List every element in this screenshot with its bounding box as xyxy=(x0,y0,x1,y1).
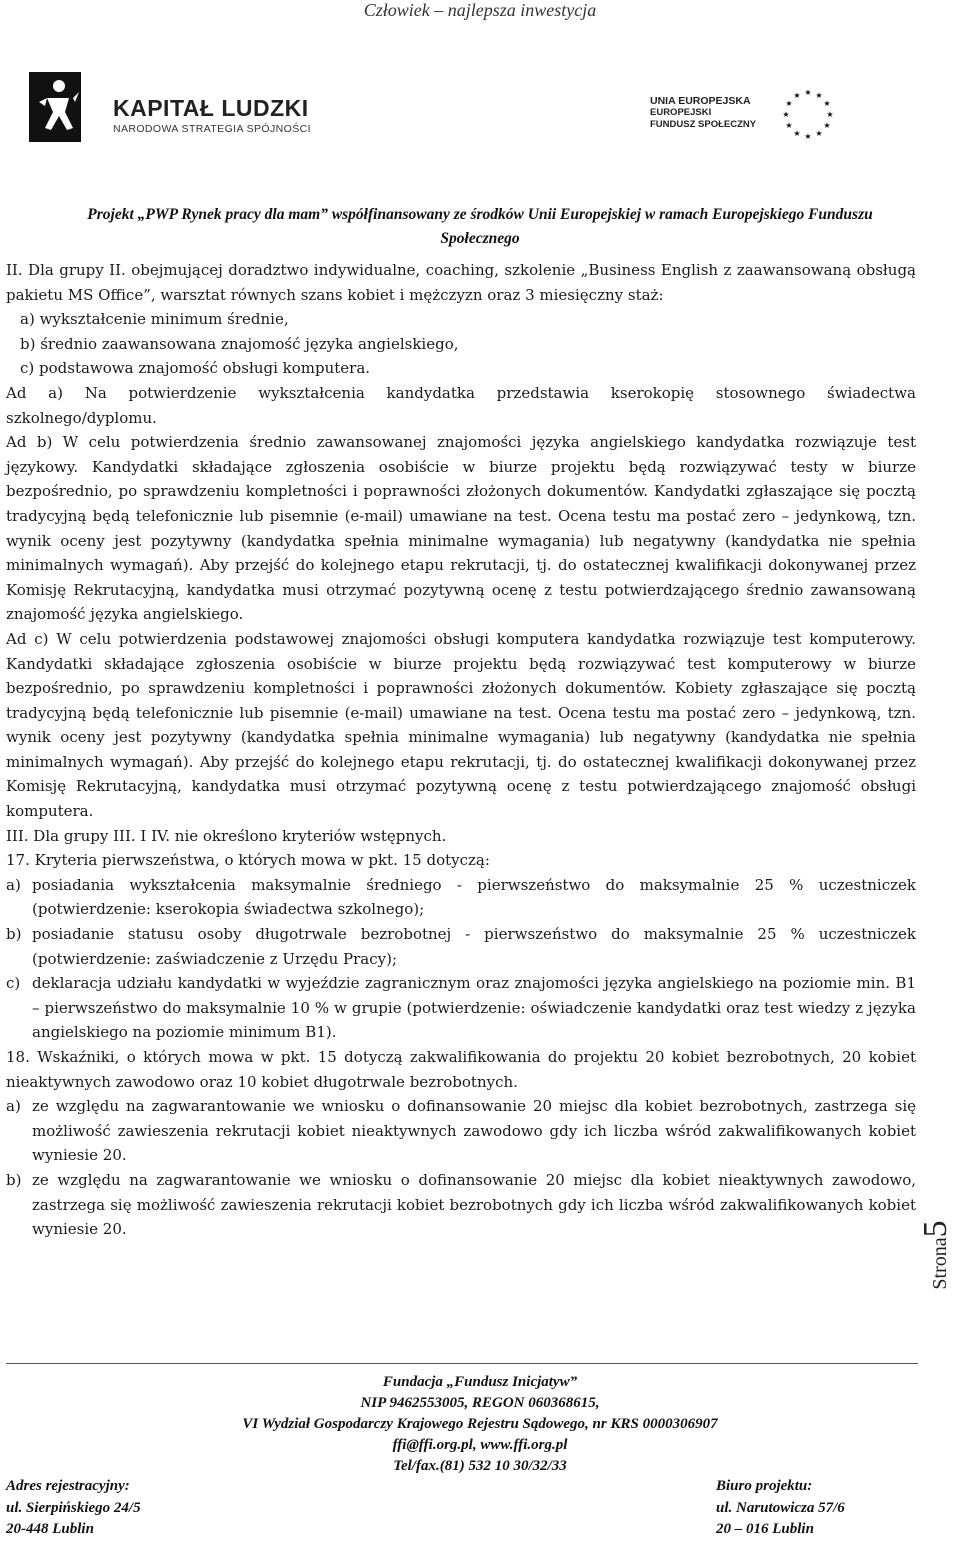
footer-divider xyxy=(6,1363,918,1364)
list-text: deklaracja udziału kandydatki w wyjeździe zagranicznym oraz znajomości języka angielskiego na poziomie min. B1 – pierwszeństwo do maksymalnie 10 % w grupie (potwierdzenie: oświadczenie kandydatki oraz test wiedzy z języka angielskiego na poziomie minimum B1). xyxy=(32,974,916,1042)
paragraph-ad-a: Ad a) Na potwierdzenie wykształcenia kandydatka przedstawia kserokopię stosownego świadectwa szkolnego/dyplomu. xyxy=(6,383,916,427)
project-office-address xyxy=(716,1476,845,1541)
eu-logo-line3: FUNDUSZ SPOŁECZNY xyxy=(650,119,757,130)
kl-logo-subtitle: NARODOWA STRATEGIA SPÓJNOŚCI xyxy=(113,123,311,135)
svg-text:★: ★ xyxy=(823,99,831,108)
svg-text:★: ★ xyxy=(785,99,793,108)
svg-text:★: ★ xyxy=(826,110,834,119)
svg-text:★: ★ xyxy=(815,129,823,138)
list-item: a) wykształcenie minimum średnie, xyxy=(20,310,289,329)
address-line: 20 – 016 Lublin xyxy=(716,1521,814,1537)
page-number: 5 xyxy=(917,1220,954,1238)
eu-logo-line1: UNIA EUROPEJSKA xyxy=(650,95,751,107)
list-text: ze względu na zagwarantowanie we wniosku o dofinansowanie 20 miejsc dla kobiet bezrobotnych, zastrzega się możliwość zawieszenia rekrutacji kobiet nieaktywnych zawodowo gdy ich liczba wśród zakwalifikowanych kobiet wyniesie 20. xyxy=(32,1097,916,1165)
svg-text:★: ★ xyxy=(785,121,793,130)
svg-text:★: ★ xyxy=(823,121,831,130)
svg-text:★: ★ xyxy=(793,91,801,100)
list-item xyxy=(6,1168,916,1242)
page-label: Strona xyxy=(929,1237,951,1290)
kl-logo-title: KAPITAŁ LUDZKI xyxy=(113,95,309,121)
paragraph-ad-c: Ad c) W celu potwierdzenia podstawowej znajomości obsługi komputera kandydatka rozwiązuje test komputerowy. Kandydatki składające zgłoszenia osobiście w biurze projektu będą rozwiązywać test komputerowy w biurze bezpośrednio, po sprawdzeniu kompletności i poprawności złożonych dokumentów. Kobiety zgłaszające się pocztą tradycyjną będą telefonicznie lub pisemnie (e-mail) umawiane na test. Ocena testu ma postać zero – jedynkową, tzn. wynik oceny jest pozytywny (kandydatka spełnia minimalne wymagania) lub negatywny (kandydatka nie spełnia minimalnych wymagań). Aby przejść do kolejnego etapu rekrutacji, tj. do ostatecznej kwalifikacji dokonywanej przez Komisję Rekrutacyjną, kandydatka musi otrzymać pozytywną ocenę z testu potwierdzającego znajomość obsługi komputera. xyxy=(6,629,916,821)
list-text: posiadanie statusu osoby długotrwale bezrobotnej - pierwszeństwo do maksymalnie 25 % uczestniczek (potwierdzenie: zaświadczenie z Urzędu Pracy); xyxy=(32,925,916,968)
address-line: ul. Narutowicza 57/6 xyxy=(716,1499,845,1516)
page-number-marker xyxy=(896,1215,960,1290)
list-item xyxy=(6,971,916,1045)
footer-line: NIP 9462553005, REGON 060368615, xyxy=(360,1395,600,1411)
list-text: ze względu na zagwarantowanie we wniosku o dofinansowanie 20 miejsc dla kobiet nieaktywnych zawodowo, zastrzega się możliwość zawieszenia rekrutacji kobiet bezrobotnych gdy ich liczba wśród zakwalifikowanych kobiet wyniesie 20. xyxy=(32,1170,916,1239)
address-line: Adres rejestracyjny: xyxy=(6,1478,130,1494)
eu-logo xyxy=(644,86,884,144)
header-title: Człowiek – najlepsza inwestycja xyxy=(363,0,597,20)
list-label: a) xyxy=(6,875,21,894)
list-label: a) xyxy=(6,1097,21,1116)
list-item xyxy=(6,1094,916,1168)
eu-logo-line2: EUROPEJSKI xyxy=(650,107,712,118)
list-label: c) xyxy=(6,974,21,993)
list-item xyxy=(6,922,916,971)
footer-contact-link[interactable]: ffi@ffi.org.pl, www.ffi.org.pl xyxy=(392,1437,568,1453)
footer-info xyxy=(0,1372,960,1477)
list-item xyxy=(6,873,916,922)
project-line-1: Projekt „PWP Rynek pracy dla mam” współfinansowany ze środków Unii Europejskiej w ramach Europejskiego Funduszu xyxy=(87,206,873,223)
svg-text:★: ★ xyxy=(815,91,823,100)
list-item: c) podstawowa znajomość obsługi komputera. xyxy=(20,359,371,378)
section-17-heading: 17. Kryteria pierwszeństwa, o których mowa w pkt. 15 dotyczą: xyxy=(6,851,490,870)
list-item: b) średnio zaawansowana znajomość języka angielskiego, xyxy=(20,334,459,353)
project-statement xyxy=(20,203,940,251)
svg-text:★: ★ xyxy=(804,132,812,141)
kapital-ludzki-logo xyxy=(25,68,311,146)
address-line: Biuro projektu: xyxy=(716,1478,813,1494)
section-18-paragraph: 18. Wskaźniki, o których mowa w pkt. 15 dotyczą zakwalifikowania do projektu 20 kobiet bezrobotnych, 20 kobiet nieaktywnych zawodowo oraz 10 kobiet długotrwale bezrobotnych. xyxy=(6,1048,916,1091)
paragraph-ad-b: Ad b) W celu potwierdzenia średnio zawansowanej znajomości języka angielskiego kandydatka rozwiązuje test językowy. Kandydatki składające zgłoszenia osobiście w biurze projektu będą rozwiązywać testy w biurze bezpośrednio, po sprawdzeniu kompletności i poprawności złożonych dokumentów. Kandydatki zgłaszające się pocztą tradycyjną będą telefonicznie lub pisemnie (e-mail) umawiane na test. Ocena testu ma postać zero – jedynkową, tzn. wynik oceny jest pozytywny (kandydatka spełnia minimalne wymagania) lub negatywny (kandydatka nie spełnia minimalnych wymagań). Aby przejść do kolejnego etapu rekrutacji, tj. do ostatecznej kwalifikacji dokonywanej przez Komisję Rekrutacyjną, kandydatka musi otrzymać pozytywną ocenę z testu potwierdzającego średnio zawansowaną znajomość języka angielskiego. xyxy=(6,433,916,624)
project-line-2: Społecznego xyxy=(440,230,520,247)
list-text: posiadania wykształcenia maksymalnie średniego - pierwszeństwo do maksymalnie 25 % uczestniczek (potwierdzenie: kserokopia świadectwa szkolnego); xyxy=(32,875,916,919)
eu-stars-icon xyxy=(778,86,838,144)
list-label: b) xyxy=(6,925,22,944)
footer-line: Tel/fax.(81) 532 10 30/32/33 xyxy=(393,1458,567,1474)
paragraph-group-3: III. Dla grupy III. I IV. nie określono kryteriów wstępnych. xyxy=(6,826,447,845)
footer-line: VI Wydział Gospodarczy Krajowego Rejestru Sądowego, nr KRS 0000306907 xyxy=(242,1416,718,1432)
svg-text:★: ★ xyxy=(782,110,790,119)
list-label: b) xyxy=(6,1170,22,1189)
human-figure-icon xyxy=(25,68,85,146)
svg-text:★: ★ xyxy=(793,129,801,138)
address-line: 20-448 Lublin xyxy=(6,1521,94,1537)
address-line: ul. Sierpińskiego 24/5 xyxy=(6,1499,141,1516)
svg-text:★: ★ xyxy=(804,88,812,97)
footer-line: Fundacja „Fundusz Inicjatyw” xyxy=(382,1374,578,1390)
paragraph-group-2: II. Dla grupy II. obejmującej doradztwo indywidualne, coaching, szkolenie „Business English z zaawansowaną obsługą pakietu MS Office”, warsztat równych szans kobiet i mężczyzn oraz 3 miesięczny staż: xyxy=(6,261,916,304)
registered-address xyxy=(6,1476,141,1541)
main-content xyxy=(6,258,916,1242)
